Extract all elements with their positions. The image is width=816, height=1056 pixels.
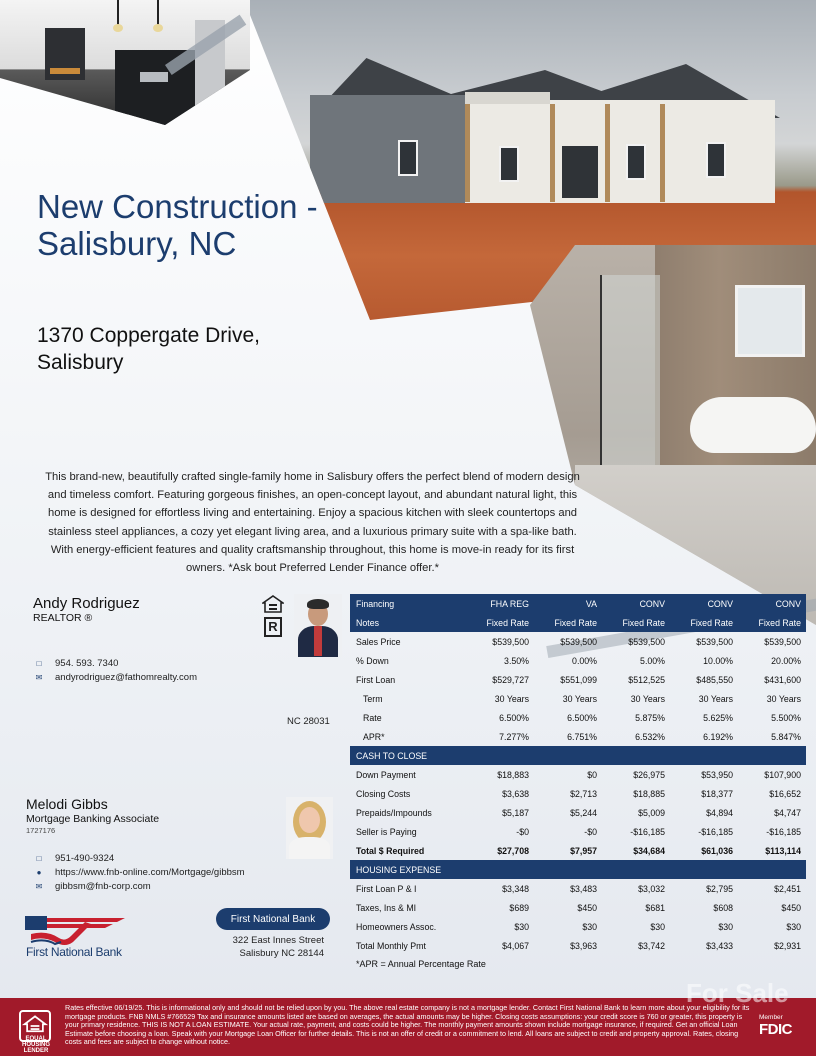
table-cell: -$16,185 [698,826,733,837]
table-row [350,708,806,727]
table-row-label: Term [363,693,383,704]
table-cell: 30 Years [766,693,801,704]
table-cell: 6.532% [635,731,665,742]
table-cell: 30 Years [698,693,733,704]
for-sale-watermark: For Sale [686,978,789,1008]
table-cell: 5.00% [640,655,665,666]
table-row [350,632,806,651]
table-cell: $113,114 [765,845,801,856]
agent-name: Andy Rodriguez [33,595,140,612]
listing-address [37,322,260,376]
agent-zip: NC 28031 [287,716,330,727]
table-cell: $34,684 [633,845,665,856]
table-cell: $4,894 [706,807,733,818]
table-cell: $26,975 [633,769,665,780]
loan-officer-phone-text: 951-490-9324 [55,852,115,864]
table-row-label: Prepaids/Impounds [356,807,432,818]
table-cell: $539,500 [492,636,529,647]
table-cell: $689 [509,902,529,913]
table-cell: -$16,185 [766,826,801,837]
table-row [350,784,806,803]
table-cell: $30 [786,921,801,932]
equal-housing-lender-label: EQUAL HOUSING LENDER [21,1036,50,1054]
loan-officer-title: Mortgage Banking Associate [26,813,160,825]
listing-title-line: Salisbury, NC [37,225,237,262]
table-cell: $2,931 [774,940,801,951]
table-cell: $61,036 [701,845,733,856]
table-cell: 5.500% [771,712,801,723]
table-cell: $2,795 [706,883,733,894]
envelope-icon: ✉ [35,672,43,682]
loan-officer-nmls: 1727176 [26,826,56,835]
globe-icon: ● [36,867,42,877]
table-row-label: Down Payment [356,769,416,780]
table-cell: $3,348 [502,883,529,894]
table-cell: $3,742 [638,940,665,951]
table-cell: 7.277% [499,731,529,742]
loan-officer-website-text: https://www.fnb-online.com/Mortgage/gibbsm [55,866,245,878]
table-cell: 0.00% [572,655,597,666]
address-line: 1370 Coppergate Drive, [37,324,260,347]
table-cell: 30 Years [494,693,529,704]
table-cell: 20.00% [771,655,801,666]
table-row [350,803,806,822]
table-header-cell: CONV [775,598,801,609]
table-row-label: Taxes, Ins & MI [356,902,417,913]
loan-officer-portrait [286,797,333,859]
table-cell: 6.751% [567,731,597,742]
table-cell: $3,483 [570,883,597,894]
table-header-cell: VA [585,598,597,609]
agent-email-text: andyrodriguez@fathomrealty.com [55,671,198,683]
table-row-label: First Loan [356,674,396,685]
table-cell: $18,883 [497,769,529,780]
table-total-row [350,841,806,860]
table-cell: $539,500 [696,636,733,647]
table-cell: $7,957 [570,845,597,856]
table-cell: 30 Years [562,693,597,704]
loan-officer-phone[interactable] [33,852,114,864]
table-cell: $30 [718,921,733,932]
table-cell: $3,638 [502,788,529,799]
listing-title [37,188,318,262]
table-cell: $450 [577,902,597,913]
table-footnote: *APR = Annual Percentage Rate [356,959,486,969]
table-header-cell: CONV [639,598,665,609]
table-cell: $431,600 [764,674,801,685]
table-cell: 30 Years [630,693,665,704]
loan-officer-email[interactable] [33,880,151,892]
table-cell: $3,032 [638,883,665,894]
table-row [350,898,806,917]
table-cell: $18,377 [701,788,733,799]
table-cell: $18,885 [633,788,665,799]
table-row [350,917,806,936]
table-row [350,651,806,670]
section-title: HOUSING EXPENSE [356,864,442,875]
table-total-row [350,936,806,955]
table-cell: $5,187 [502,807,529,818]
table-cell: $681 [645,902,665,913]
table-cell: $3,433 [706,940,733,951]
table-cell: $107,900 [764,769,801,780]
table-row-label: Total $ Required [356,845,425,856]
table-cell: 5.847% [771,731,801,742]
table-row [350,689,806,708]
table-cell: $512,525 [628,674,665,685]
address-line: Salisbury [37,351,124,374]
loan-officer-name: Melodi Gibbs [26,796,108,812]
phone-icon: □ [36,853,42,863]
table-row [350,879,806,898]
table-cell: $2,451 [774,883,801,894]
table-header-cell: Financing [356,598,395,609]
table-cell: $5,009 [638,807,665,818]
agent-email[interactable] [33,671,197,683]
fdic-label: FDIC [759,1021,792,1038]
table-row-label: Homeowners Assoc. [356,921,437,932]
table-cell: $3,963 [570,940,597,951]
fdic-member-label: Member [759,1014,783,1021]
table-row-label: Rate [363,712,382,723]
equal-housing-icon [262,595,284,613]
agent-title: REALTOR ® [33,612,93,624]
table-header-row [350,594,806,613]
fnb-logo-text: First National Bank [26,945,122,959]
table-row [350,765,806,784]
table-row-label: First Loan P & I [356,883,417,894]
kitchen-photo [0,0,250,125]
table-cell: $608 [713,902,733,913]
table-row [350,670,806,689]
table-section-header [350,746,806,765]
table-cell: $539,500 [764,636,801,647]
table-cell: $0 [587,769,597,780]
fdic-logo [759,1014,792,1039]
table-cell: $4,747 [774,807,801,818]
table-row-label: Sales Price [356,636,401,647]
table-row-label: % Down [356,655,389,666]
agent-portrait [294,594,342,657]
table-header-cell: Fixed Rate [758,617,801,628]
table-cell: $30 [582,921,597,932]
table-header-cell: CONV [707,598,733,609]
table-cell: $539,500 [628,636,665,647]
table-cell: 6.192% [703,731,733,742]
table-cell: -$16,185 [630,826,665,837]
bank-address-line: 322 East Innes Street [232,935,324,946]
table-section-header [350,860,806,879]
bank-address-line: Salisbury NC 28144 [239,948,324,959]
phone-icon: □ [36,658,42,668]
table-cell: 5.875% [635,712,665,723]
table-cell: 10.00% [703,655,733,666]
table-row [350,822,806,841]
table-cell: $16,652 [769,788,801,799]
bank-badge: First National Bank [216,908,330,930]
section-title: CASH TO CLOSE [356,750,428,761]
table-row-label: Seller is Paying [356,826,417,837]
table-row [350,727,806,746]
table-notes-row [350,613,806,632]
table-cell: $485,550 [696,674,733,685]
table-cell: 6.500% [567,712,597,723]
table-cell: 5.625% [703,712,733,723]
table-header-cell: Fixed Rate [486,617,529,628]
table-cell: $551,099 [560,674,597,685]
loan-officer-website[interactable] [33,866,245,878]
loan-officer-email-text: gibbsm@fnb-corp.com [55,880,151,892]
table-cell: 3.50% [504,655,529,666]
table-cell: $450 [781,902,801,913]
bank-address [212,934,324,960]
table-cell: $539,500 [560,636,597,647]
realtor-icon: R [264,617,282,637]
listing-title-line: New Construction - [37,188,318,225]
table-cell: 6.500% [499,712,529,723]
listing-description: This brand-new, beautifully crafted single-family home in Salisbury offers the perfect blend of modern design and timeless comfort. Featuring gorgeous finishes, an open-concept layout, and abundant natural light, this home is designed for effortless living and entertaining. Enjoy a spacious kitchen with sleek countertops and stainless steel appliances, a cozy yet elegant living area, and a luxurious primary suite with a spa-like bath. With energy-efficient features and quality craftsmanship throughout, this home is move-in ready for its first owners. *Ask bout Preferred Lender Finance offer.* [45,471,580,575]
envelope-icon: ✉ [35,881,43,891]
table-header-cell: Fixed Rate [690,617,733,628]
table-cell: $4,067 [502,940,529,951]
table-cell: $27,708 [497,845,529,856]
table-header-cell: Notes [356,617,379,628]
agent-phone-text: 954. 593. 7340 [55,657,119,669]
table-row-label: APR* [363,731,385,742]
table-cell: $2,713 [570,788,597,799]
table-header-cell: Fixed Rate [622,617,665,628]
table-cell: $529,727 [492,674,529,685]
table-header-cell: Fixed Rate [554,617,597,628]
rates-table [350,594,806,973]
table-cell: $53,950 [701,769,733,780]
footer-disclaimer: Rates effective 06/19/25. This is informational only and should not be relied upon by you. The above real estate company is not a mortgage lender. Contact First National Bank to learn more about your eligibility for its mortgage products. FNB NMLS #766529 Tax and insurance amounts listed are based on averages, the actual amounts may be higher. Closing costs assumptions: your credit score is 760 or greater, this property is your primary residence. THIS IS NOT A LOAN ESTIMATE. Your actual rate, payment, and costs could be higher. The monthly payment amounts shown include mortgage insurance, if required. Get an official Loan Estimate before choosing a loan. Speak with your Mortgage Loan Officer for further details. This is not an offer of credit or a commitment to lend. All loans are subject to credit and property approval. Rates, closing costs and fees are subject to change without notice. [65,1003,750,1047]
agent-phone[interactable] [33,657,118,669]
table-cell: -$0 [584,826,597,837]
table-cell: $30 [514,921,529,932]
table-cell: -$0 [516,826,529,837]
table-header-cell: FHA REG [490,598,529,609]
table-cell: $30 [650,921,665,932]
table-row-label: Closing Costs [356,788,411,799]
table-row-label: Total Monthly Pmt [356,940,426,951]
table-cell: $5,244 [570,807,597,818]
